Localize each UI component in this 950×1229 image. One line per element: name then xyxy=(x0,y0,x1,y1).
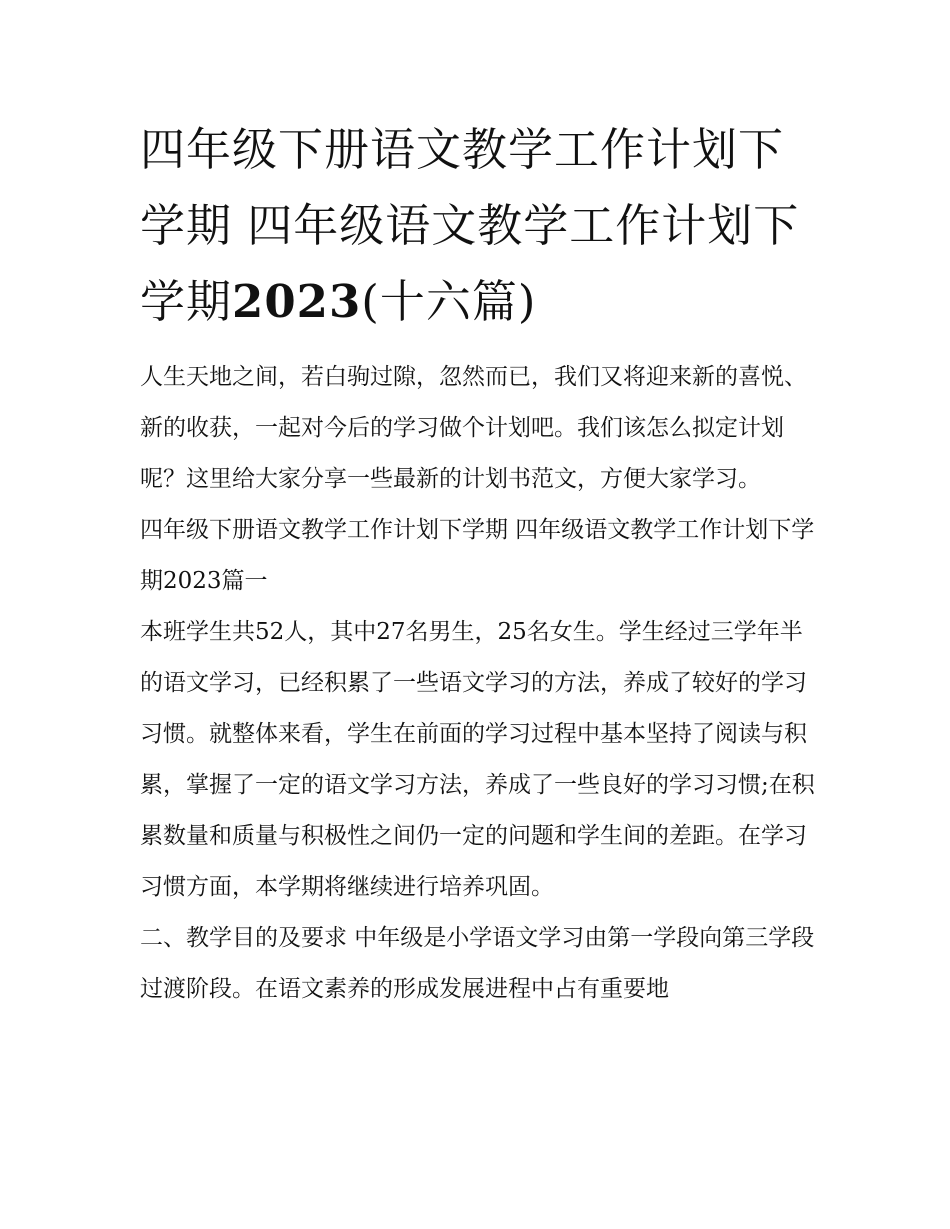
intro-paragraph: 人生天地之间，若白驹过隙，忽然而已，我们又将迎来新的喜悦、新的收获，一起对今后的学习做个计划吧。我们该怎么拟定计划呢？这里给大家分享一些最新的计划书范文，方便大家学习。 xyxy=(140,364,807,492)
body-paragraph: 二、教学目的及要求 中年级是小学语文学习由第一学段向第三学段过渡阶段。在语文素养的形成发展进程中占有重要地 xyxy=(140,925,815,1002)
title-main-text: 四年级下册语文教学工作计划下学期 四年级语文教学工作计划下学期 xyxy=(140,123,800,328)
document-page xyxy=(140,112,820,1015)
document-title xyxy=(140,112,820,340)
body-paragraph: 本班学生共52人，其中27名男生，25名女生。学生经过三学年半的语文学习，已经积累了一些语文学习的方法，养成了较好的学习习惯。就整体来看，学生在前面的学习过程中基本坚持了阅读与积累，掌握了一定的语文学习方法，养成了一些良好的学习习惯;在积累数量和质量与积极性之间仍一定的问题和学生间的差距。在学习习惯方面，本学期将继续进行培养巩固。 xyxy=(140,619,815,900)
section-heading: 四年级下册语文教学工作计划下学期 四年级语文教学工作计划下学期2023篇一 xyxy=(140,517,815,594)
title-year: 2023 xyxy=(232,275,362,328)
title-suffix: (十六篇) xyxy=(361,275,537,328)
